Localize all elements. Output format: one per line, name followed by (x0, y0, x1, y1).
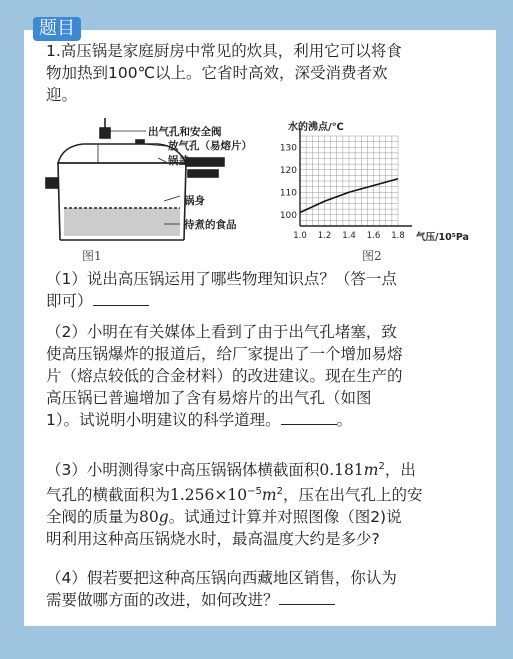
q3-line-4: 明利用这种高压锅烧水时，最高温度大约是多少? (46, 530, 380, 549)
figures (38, 118, 478, 268)
answer-blank-1[interactable] (93, 290, 149, 306)
question-number: 1. (46, 42, 61, 60)
intro-line-2: 物加热到100℃以上。它省时高效，深受消费者欢 (46, 64, 388, 82)
chart-xlabel: 气压/10⁵Pa (416, 232, 469, 243)
q4-line-1: （4）假若要把这种高压锅向西藏地区销售，你认为 (46, 569, 397, 587)
label-valve: 出气孔和安全阀 (148, 126, 222, 138)
figure2-caption: 图2 (362, 249, 382, 263)
answer-blank-4[interactable] (279, 589, 335, 605)
question-4 (46, 567, 478, 611)
q2-line-4: 高压锅已普遍增加了含有易熔片的出气孔（如图 (46, 389, 372, 407)
q3-line-2: 气孔的横截面积为$1.256\times 10^{-5}m^2$，压在出气孔上的安 (46, 486, 423, 505)
x-tick-label: 1.8 (391, 231, 405, 241)
x-tick-label: 1.2 (317, 231, 332, 241)
q3-line-1: （3）小明测得家中高压锅锅体横截面积$0.181m^2$，出 (46, 461, 416, 480)
y-tick-label: 110 (279, 188, 297, 199)
answer-blank-2[interactable] (281, 409, 337, 425)
x-tick-label: 1.0 (293, 231, 307, 241)
y-tick-label: 130 (279, 143, 297, 154)
question-badge: 题目 (33, 17, 81, 41)
q2-line-1: （2）小明在有关媒体上看到了由于出气孔堵塞，致 (46, 323, 397, 341)
x-tick-label: 1.6 (366, 231, 381, 241)
intro-paragraph (46, 40, 478, 106)
label-lid: 锅盖 (168, 155, 189, 167)
label-body: 锅身 (184, 195, 205, 207)
chart-ylabel: 水的沸点/℃ (288, 122, 344, 133)
question-1 (46, 268, 478, 312)
q1-line-2: 即可） (46, 292, 93, 310)
intro-line-1: 高压锅是家庭厨房中常见的炊具，利用它可以将食 (60, 42, 402, 60)
y-tick-label: 100 (279, 210, 297, 221)
question-3 (46, 456, 478, 550)
q1-line-1: （1）说出高压锅运用了哪些物理知识点？（答一点 (46, 270, 397, 288)
figure1-caption: 图1 (82, 249, 102, 263)
boiling-point-chart (280, 128, 412, 241)
q3-line-3: 全阀的质量为80g。试通过计算并对照图像（图2)说 (46, 508, 402, 527)
q2-line-2: 使高压锅爆炸的报道后，给厂家提出了一个增加易熔 (46, 345, 403, 363)
intro-line-3: 迎。 (46, 86, 78, 104)
label-vent: 放气孔（易熔片） (168, 140, 252, 152)
q2-line-3: 片（熔点较低的合金材料）的改进建议。现在生产的 (46, 367, 403, 385)
question-2 (46, 321, 478, 431)
q4-line-2: 需要做哪方面的改进，如何改进？ (46, 591, 279, 609)
q2-end: 。 (336, 411, 353, 429)
q2-line-5: 1）。试说明小明建议的科学道理。 (46, 411, 281, 429)
x-tick-label: 1.4 (342, 231, 356, 241)
label-food: 待煮的食品 (184, 219, 237, 231)
y-tick-label: 120 (279, 165, 297, 176)
